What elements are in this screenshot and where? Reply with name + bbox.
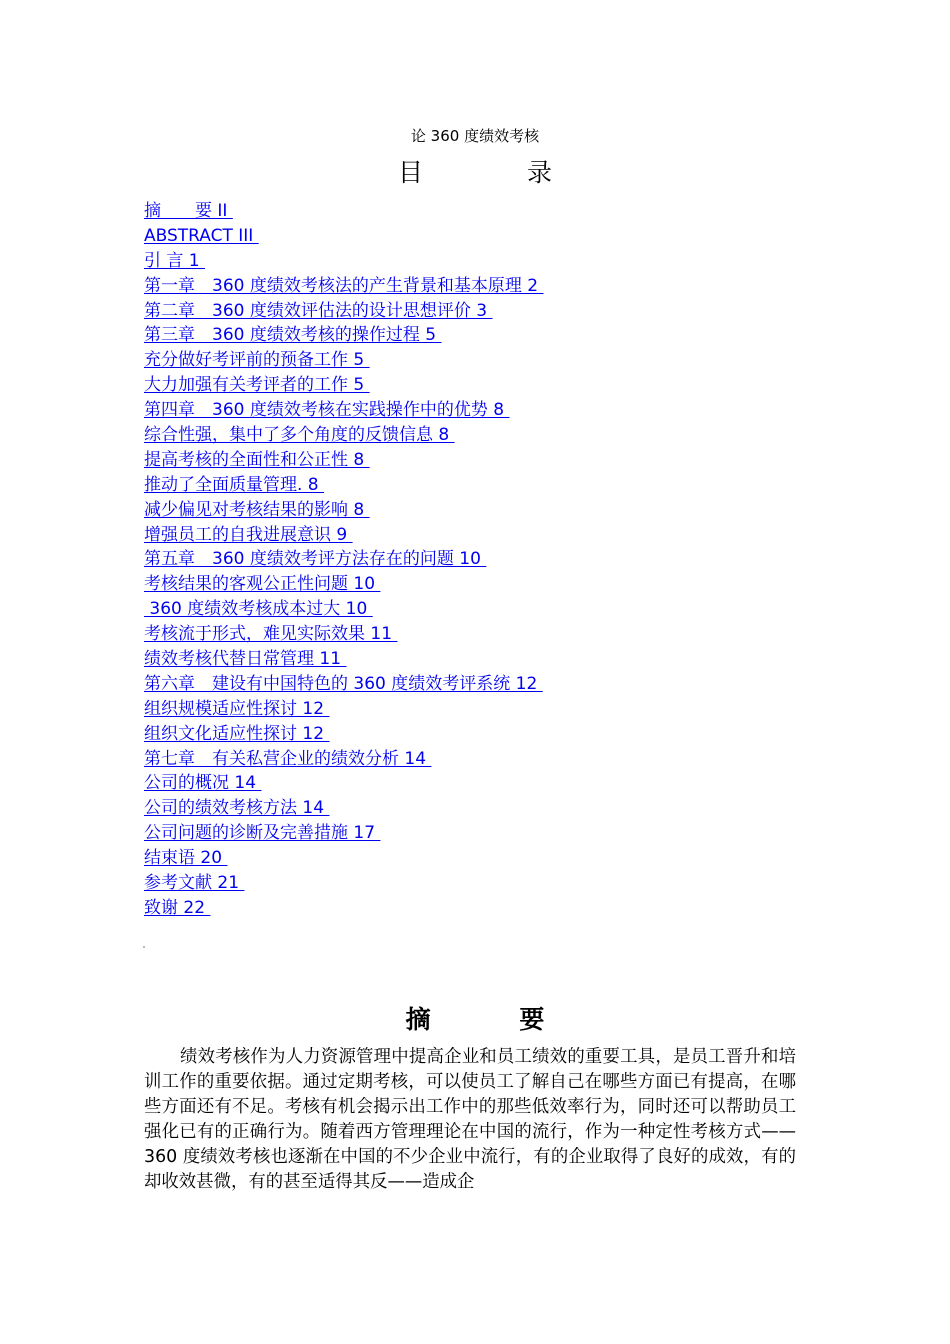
toc-item	[144, 373, 543, 398]
toc-item	[144, 747, 543, 772]
toc-item	[144, 249, 543, 274]
toc-link[interactable]: 绩效考核代替日常管理 11	[144, 649, 347, 670]
toc-link[interactable]: 360 度绩效考核成本过大 10	[144, 599, 373, 620]
toc-item	[144, 473, 543, 498]
toc-link[interactable]: 第三章 360 度绩效考核的操作过程 5	[144, 325, 442, 346]
toc-link[interactable]: 第二章 360 度绩效评估法的设计思想评价 3	[144, 300, 493, 321]
abstract-heading: 摘 要	[405, 1005, 585, 1034]
toc-item	[144, 796, 543, 821]
toc-link[interactable]: 考核结果的客观公正性问题 10	[144, 574, 381, 595]
toc-item	[144, 871, 543, 896]
toc-link[interactable]: 公司的概况 14	[144, 773, 262, 794]
toc-item	[144, 523, 543, 548]
toc-link[interactable]: 增强员工的自我进展意识 9	[144, 524, 353, 545]
toc-link[interactable]: 第一章 360 度绩效考核法的产生背景和基本原理 2	[144, 275, 544, 296]
page-mark	[143, 946, 145, 948]
toc-item	[144, 323, 543, 348]
toc-item	[144, 722, 543, 747]
toc-link[interactable]: 第五章 360 度绩效考评方法存在的问题 10	[144, 549, 487, 570]
toc-link[interactable]: 大力加强有关考评者的工作 5	[144, 375, 370, 396]
toc-item	[144, 597, 543, 622]
toc-link[interactable]: 摘 要 II	[144, 201, 233, 221]
toc-item	[144, 821, 543, 846]
table-of-contents	[144, 199, 543, 921]
toc-item	[144, 572, 543, 597]
toc-link[interactable]: 综合性强，集中了多个角度的反馈信息 8	[144, 425, 455, 446]
toc-item	[144, 274, 543, 299]
toc-link[interactable]: 减少偏见对考核结果的影响 8	[144, 499, 370, 520]
toc-item	[144, 398, 543, 423]
toc-link[interactable]: 公司问题的诊断及完善措施 17	[144, 823, 381, 844]
toc-link[interactable]: 第七章 有关私营企业的绩效分析 14	[144, 748, 432, 769]
toc-link[interactable]: 充分做好考评前的预备工作 5	[144, 350, 370, 371]
toc-link[interactable]: 致谢 22	[144, 897, 211, 918]
toc-item	[144, 448, 543, 473]
toc-link[interactable]: 引 言 1	[144, 250, 206, 271]
toc-item	[144, 697, 543, 722]
toc-item	[144, 672, 543, 697]
toc-link[interactable]: 提高考核的全面性和公正性 8	[144, 449, 370, 470]
toc-item	[144, 199, 543, 224]
toc-item	[144, 498, 543, 523]
abstract-paragraph: 绩效考核作为人力资源管理中提高企业和员工绩效的重要工具，是员工晋升和培训工作的重要依据。通过定期考核，可以使员工了解自己在哪些方面已有提高，在哪些方面还有不足。考核有机会揭示出工作中的那些低效率行为，同时还可以帮助员工强化已有的正确行为。随着西方管理理论在中国的流行，作为一种定性考核方式——360 度绩效考核也逐渐在中国的不少企业中流行，有的企业取得了良好的成效，有的却收效甚微，有的甚至适得其反——造成企	[144, 1047, 796, 1192]
toc-item	[144, 896, 543, 921]
toc-item	[144, 299, 543, 324]
toc-link[interactable]: 考核流于形式，难见实际效果 11	[144, 624, 398, 645]
toc-link[interactable]: 组织规模适应性探讨 12	[144, 698, 330, 719]
toc-link[interactable]: 第六章 建设有中国特色的 360 度绩效考评系统 12	[144, 673, 543, 694]
toc-heading: 目 录	[398, 158, 600, 187]
toc-item	[144, 647, 543, 672]
toc-item	[144, 771, 543, 796]
toc-link[interactable]: 公司的绩效考核方法 14	[144, 798, 330, 819]
toc-link[interactable]: ABSTRACT III	[144, 225, 259, 246]
document-title: 论 360 度绩效考核	[410, 127, 540, 145]
toc-link[interactable]: 结束语 20	[144, 848, 228, 869]
toc-item	[144, 423, 543, 448]
toc-link[interactable]: 参考文献 21	[144, 873, 245, 894]
toc-item	[144, 224, 543, 249]
toc-item	[144, 846, 543, 871]
toc-item	[144, 547, 543, 572]
toc-link[interactable]: 第四章 360 度绩效考核在实践操作中的优势 8	[144, 400, 510, 421]
toc-link[interactable]: 组织文化适应性探讨 12	[144, 723, 330, 744]
toc-item	[144, 348, 543, 373]
toc-item	[144, 622, 543, 647]
toc-link[interactable]: 推动了全面质量管理. 8	[144, 474, 325, 495]
